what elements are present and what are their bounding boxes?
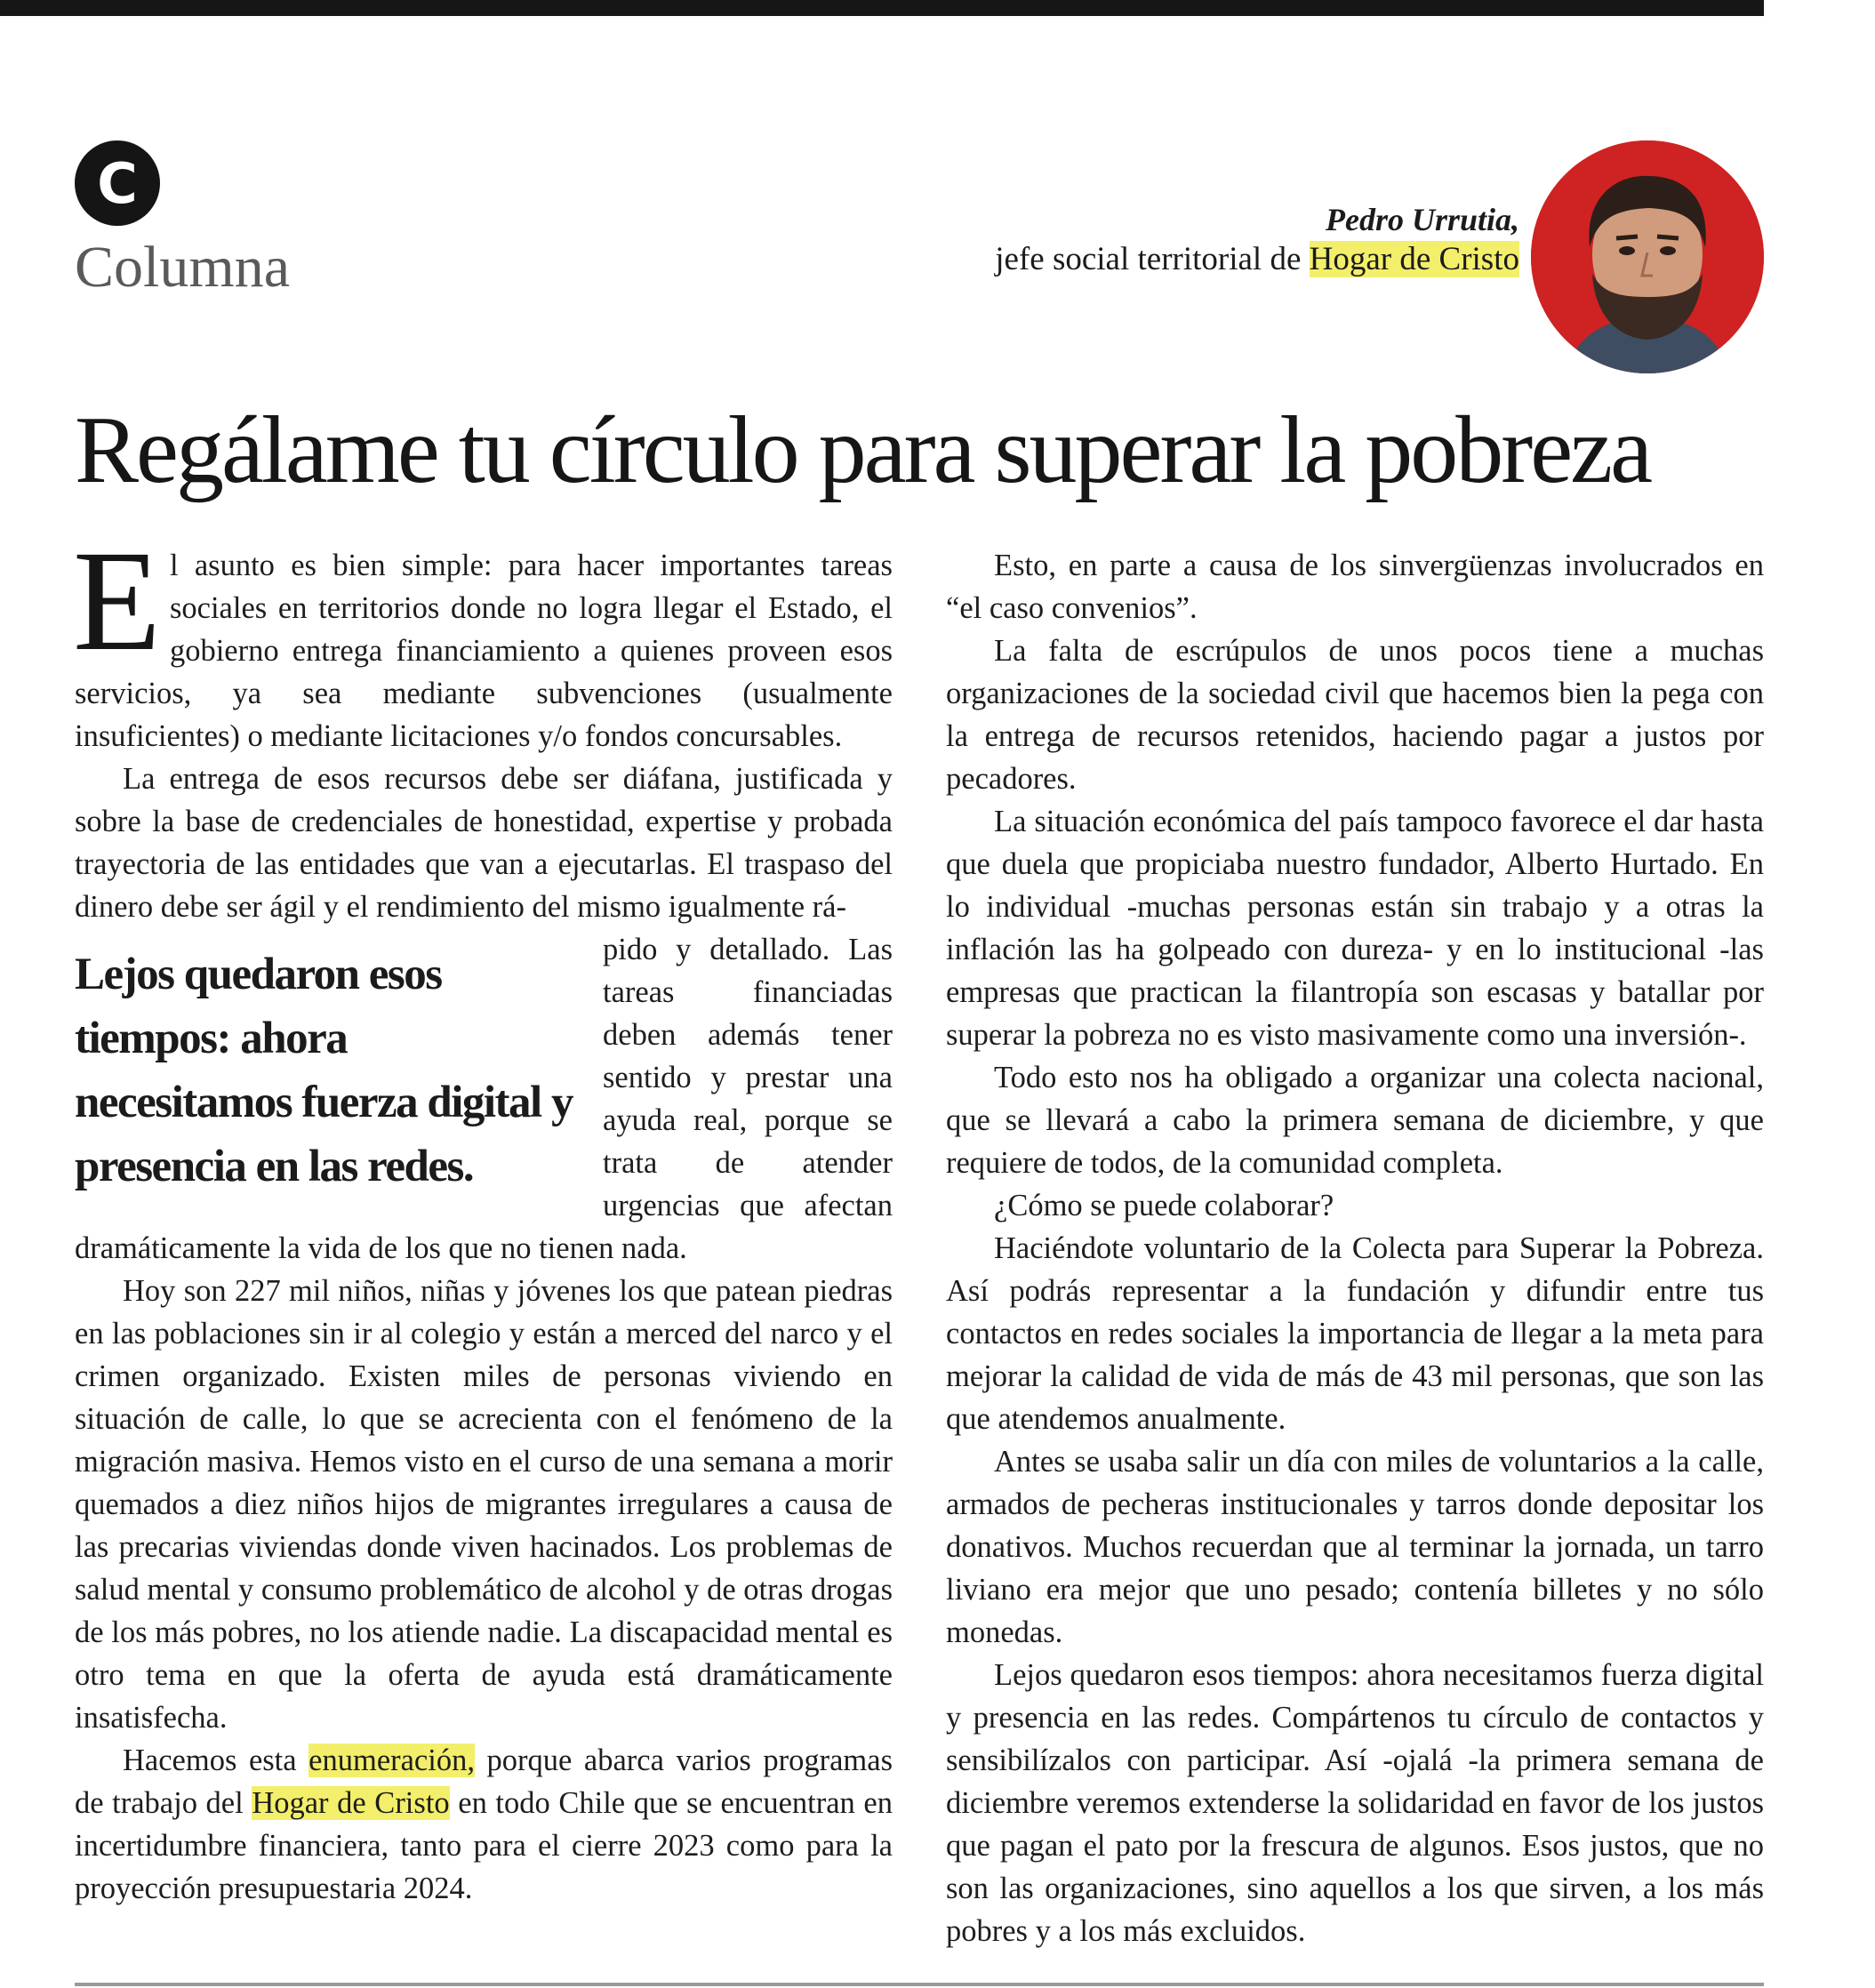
right-paragraph-6: Haciéndote voluntario de la Colecta para Superar la Pobreza. Así podrás representar a la fundación y difundir entre tus contactos en redes sociales la importancia de llegar a la meta para mejorar la calidad de vida de más de 43 mil personas, que son las que atendemos anualmente. [946, 1231, 1764, 1436]
author-name: Pedro Urrutia, [1325, 202, 1519, 237]
left-paragraph-3-text: Hoy son 227 mil niños, niñas y jóvenes los que patean piedras en las poblaciones sin ir al colegio y están a merced del narco y el crimen organizado. Existen miles de personas viviendo en situación de calle, lo que se acrecienta con el fenómeno de la migración masiva. Hemos visto en el curso de una semana a morir quemados a diez niños hijos de migrantes irregulares a causa de las precarias viviendas donde viven hacinados. Los problemas de salud mental y consumo problemático de alcohol y de otras drogas de los más pobres, no los atiende nadie. La discapacidad mental es otro tema en que la oferta de ayuda está dramáticamente insatisfecha. [75, 1274, 893, 1735]
section-badge: C [75, 140, 160, 226]
right-column [946, 544, 1764, 1952]
section-label: Columna [75, 235, 290, 300]
left-paragraph-2 [75, 758, 893, 928]
right-paragraph-1: Esto, en parte a causa de los sinvergüenzas involucrados en “el caso convenios”. [946, 549, 1764, 625]
highlight-enumeracion: enumeración, [308, 1744, 475, 1777]
left-paragraph-1 [73, 522, 893, 758]
highlight-hogar-de-cristo: Hogar de Cristo [252, 1786, 450, 1820]
bottom-rule [75, 1983, 1764, 1986]
headline: Regálame tu círculo para superar la pobreza [75, 397, 1651, 503]
author-role-prefix: jefe social territorial de [995, 241, 1310, 277]
pull-quote: Lejos quedaron esos tiempos: ahora necesitamos fuerza digital y presencia en las redes. [75, 950, 573, 1191]
right-paragraph-3: La situación económica del país tampoco favorece el dar hasta que duela que propiciaba nuestro fundador, Alberto Hurtado. En lo individual -muchas personas están sin trabajo y a otras la inflación las ha golpeado con dureza- y en lo institucional -las empresas que practican la filantropía son escasas y batallar por superar la pobreza no es visto masivamente como una inversión-. [946, 805, 1764, 1052]
right-paragraph-2: La falta de escrúpulos de unos pocos tiene a muchas organizaciones de la sociedad civil que hacemos bien la pega con la entrega de recursos retenidos, haciendo pagar a justos por pecadores. [946, 634, 1764, 796]
left-paragraph-1-text: l asunto es bien simple: para hacer importantes tareas sociales en territorios donde no logra llegar el Estado, el gobierno entrega financiamiento a quienes proveen esos servicios, ya sea mediante subvenciones (usualmente insuficientes) o mediante licitaciones y/o fondos concursables. [75, 549, 893, 753]
right-paragraph-4: Todo esto nos ha obligado a organizar una colecta nacional, que se llevará a cabo la primera semana de diciembre, y que requiere de todos, de la comunidad completa. [946, 1061, 1764, 1180]
left-paragraph-4 [75, 1739, 893, 1910]
right-paragraph-7: Antes se usaba salir un día con miles de voluntarios a la calle, armados de pecheras institucionales y tarros donde depositar los donativos. Muchos recuerdan que al terminar la jornada, un tarro liviano era mejor que uno pesado; contenía billetes y no sólo monedas. [946, 1445, 1764, 1649]
left-paragraph-3 [75, 1270, 893, 1739]
left-paragraph-4-c: en todo Chile que se encuentran en incertidumbre financiera, tanto para el cierre 2023 como para la proyección presupuestaria 2024. [75, 1786, 893, 1905]
right-paragraph-5: ¿Cómo se puede colaborar? [994, 1189, 1334, 1222]
right-paragraph-8: Lejos quedaron esos tiempos: ahora necesitamos fuerza digital y presencia en las redes. Compártenos tu círculo de contactos y sensibilízalos con participar. Así -ojalá -la primera semana de diciembre veremos extenderse la solidaridad en favor de los justos que pagan el pato por la frescura de algunos. Esos justos, que no son las organizaciones, sino aquellos a los que sirven, a los más pobres y a los más excluidos. [946, 1658, 1764, 1948]
left-paragraph-2-end: pido y detallado. Las tareas financiadas deben además tener sentido y prestar una ayuda real, porque se trata de atender urgencias que afectan dramáticamente la vida de los que no tienen nada. [75, 933, 893, 1265]
author-photo-icon [1531, 140, 1764, 373]
left-paragraph-4-b: porque abarca varios programas de trabajo del [75, 1744, 893, 1820]
author-org: Hogar de Cristo [1309, 241, 1519, 277]
left-paragraph-4-a: Hacemos esta [123, 1744, 309, 1777]
left-paragraph-2-start: La entrega de esos recursos debe ser diáfana, justificada y sobre la base de credenciales de honestidad, expertise y probada trayectoria de las entidades que van a ejecutarlas. El traspaso del dinero debe ser ágil y el rendimiento del mismo igualmente rá- [75, 762, 893, 924]
author-role [995, 240, 1519, 278]
top-rule [0, 0, 1764, 16]
dropcap: E [73, 522, 161, 681]
left-column [73, 522, 893, 1910]
